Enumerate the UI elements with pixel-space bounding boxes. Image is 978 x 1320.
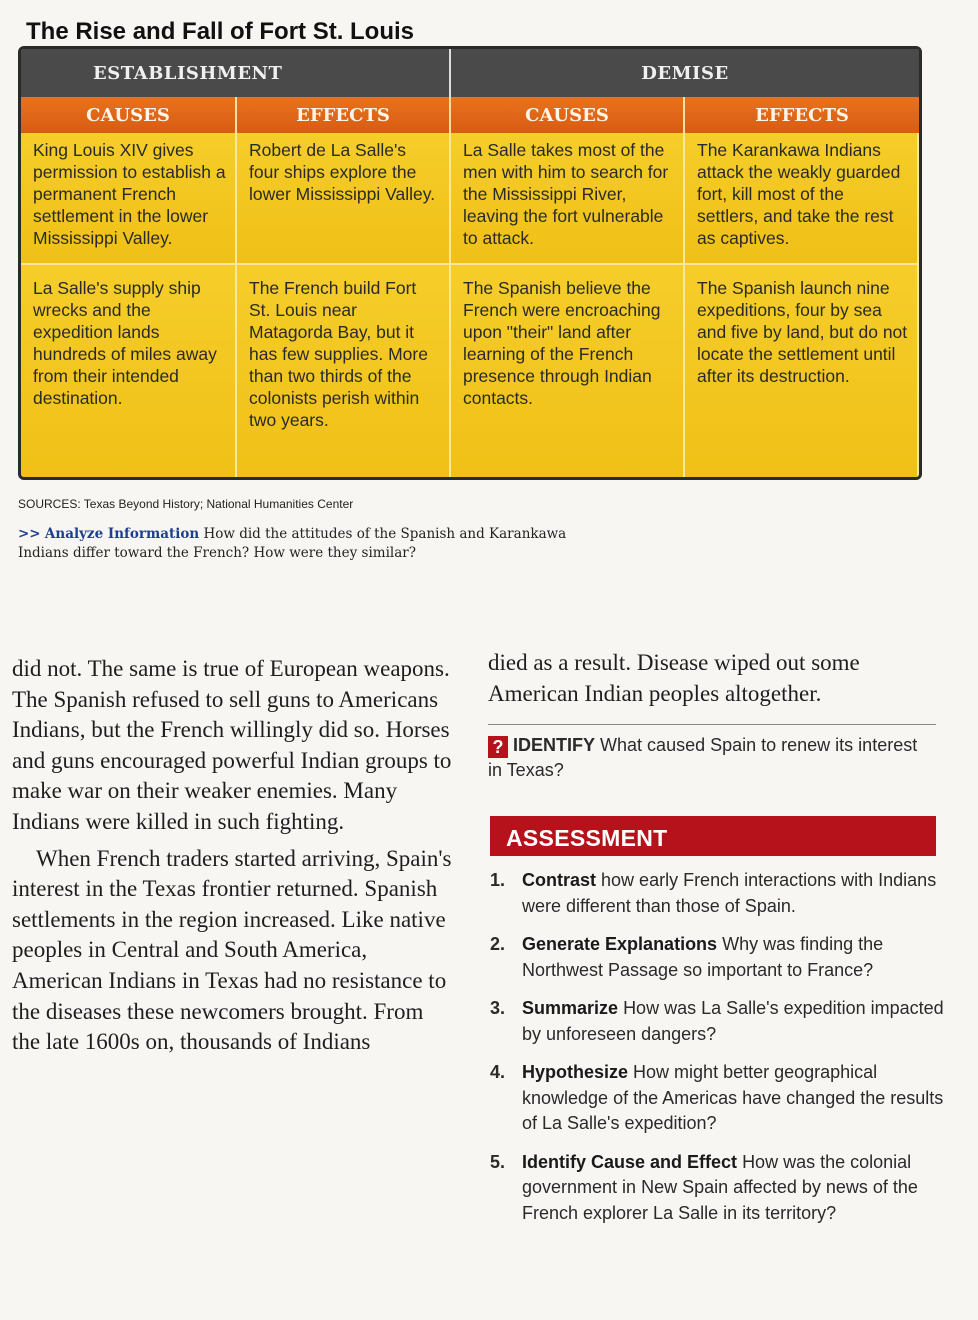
subheader-establishment-effects: EFFECTS [237, 97, 451, 133]
chart-cell: King Louis XIV gives permission to establish a permanent French settlement in the lower Mississippi Valley. [21, 133, 237, 263]
question-number: 3. [490, 998, 506, 1018]
question-number: 2. [490, 934, 506, 954]
question-text: How might better geographical knowledge of the Americas have changed the results of La Salle's expedition? [522, 1062, 944, 1133]
identify-prompt [488, 724, 936, 783]
chart-row-2 [21, 263, 919, 480]
assessment-question [490, 868, 946, 919]
chart-cell: The Spanish believe the French were encroaching upon "their" land after learning of the French presence through Indian contacts. [451, 265, 685, 480]
chart-cell: The Karankawa Indians attack the weakly guarded fort, kill most of the settlers, and take the rest as captives. [685, 133, 919, 263]
chart-cell: Robert de La Salle's four ships explore the lower Mississippi Valley. [237, 133, 451, 263]
question-text: how early French interactions with Indians were different than those of Spain. [522, 870, 937, 916]
assessment-question [490, 996, 946, 1047]
question-number: 4. [490, 1062, 506, 1082]
body-right-paragraph: died as a result. Disease wiped out some American Indian peoples altogether. [488, 650, 860, 706]
assessment-questions [490, 868, 946, 1239]
assessment-question [490, 1060, 946, 1137]
cause-effect-chart [18, 46, 922, 480]
chart-cell: La Salle takes most of the men with him to search for the Mississippi River, leaving the fort vulnerable to attack. [451, 133, 685, 263]
question-number: 1. [490, 870, 506, 890]
chart-subheader-row [21, 97, 919, 133]
sources-note: SOURCES: Texas Beyond History; National Humanities Center [18, 497, 354, 511]
assessment-question [490, 1150, 946, 1227]
question-text: How was La Salle's expedition impacted by unforeseen dangers? [522, 998, 944, 1044]
question-mark-icon: ? [488, 736, 508, 758]
assessment-heading: ASSESSMENT [490, 816, 936, 856]
analyze-information-prompt [18, 525, 578, 563]
chart-header-row [21, 49, 919, 97]
question-number: 5. [490, 1151, 506, 1172]
double-chevron-icon: >> [18, 526, 41, 542]
question-label: Summarize [522, 998, 619, 1018]
analyze-text: How did the attitudes of the Spanish and Karankawa Indians differ toward the French? How were they similar? [18, 526, 567, 561]
assessment-question [490, 932, 946, 983]
chart-title: The Rise and Fall of Fort St. Louis [26, 18, 415, 45]
chart-cell: The Spanish launch nine expeditions, four by sea and five by land, but do not locate the settlement until after its destruction. [685, 265, 919, 480]
body-left-column [12, 654, 452, 1058]
analyze-label: Analyze Information [44, 526, 200, 542]
question-label: Generate Explanations [522, 934, 718, 954]
question-text: Why was finding the Northwest Passage so important to France? [522, 934, 884, 980]
header-demise: DEMISE [641, 63, 729, 84]
header-establishment: ESTABLISHMENT [21, 49, 451, 97]
identify-text: What caused Spain to renew its interest in Texas? [488, 735, 918, 780]
question-label: Identify Cause and Effect [522, 1151, 738, 1172]
question-label: Hypothesize [522, 1062, 629, 1082]
chart-cell: La Salle's supply ship wrecks and the expedition lands hundreds of miles away from their intended destination. [21, 265, 237, 480]
subheader-demise-effects: EFFECTS [685, 97, 919, 133]
question-label: Contrast [522, 870, 597, 890]
chart-row-1 [21, 133, 919, 263]
question-text: How was the colonial government in New Spain affected by news of the French explorer La Salle in its territory? [522, 1151, 918, 1223]
identify-label: IDENTIFY [513, 735, 596, 755]
subheader-establishment-causes: CAUSES [21, 97, 237, 133]
subheader-demise-causes: CAUSES [451, 97, 685, 133]
body-paragraph: When French traders started arriving, Spain's interest in the Texas frontier returned. Spanish settlements in the region increased. Like native peoples in Central and South America, American Indians in Texas had no resistance to the diseases these newcomers brought. From the late 1600s on, thousands of Indians [12, 845, 452, 1055]
chart-cell: The French build Fort St. Louis near Matagorda Bay, but it has few supplies. More than two thirds of the colonists perish within two years. [237, 265, 451, 480]
body-paragraph: did not. The same is true of European weapons. The Spanish refused to sell guns to Americans Indians, but the French willingly did so. Horses and guns encouraged powerful Indian groups to make war on their weaker enemies. Many Indians were killed in such fighting. [12, 656, 452, 834]
